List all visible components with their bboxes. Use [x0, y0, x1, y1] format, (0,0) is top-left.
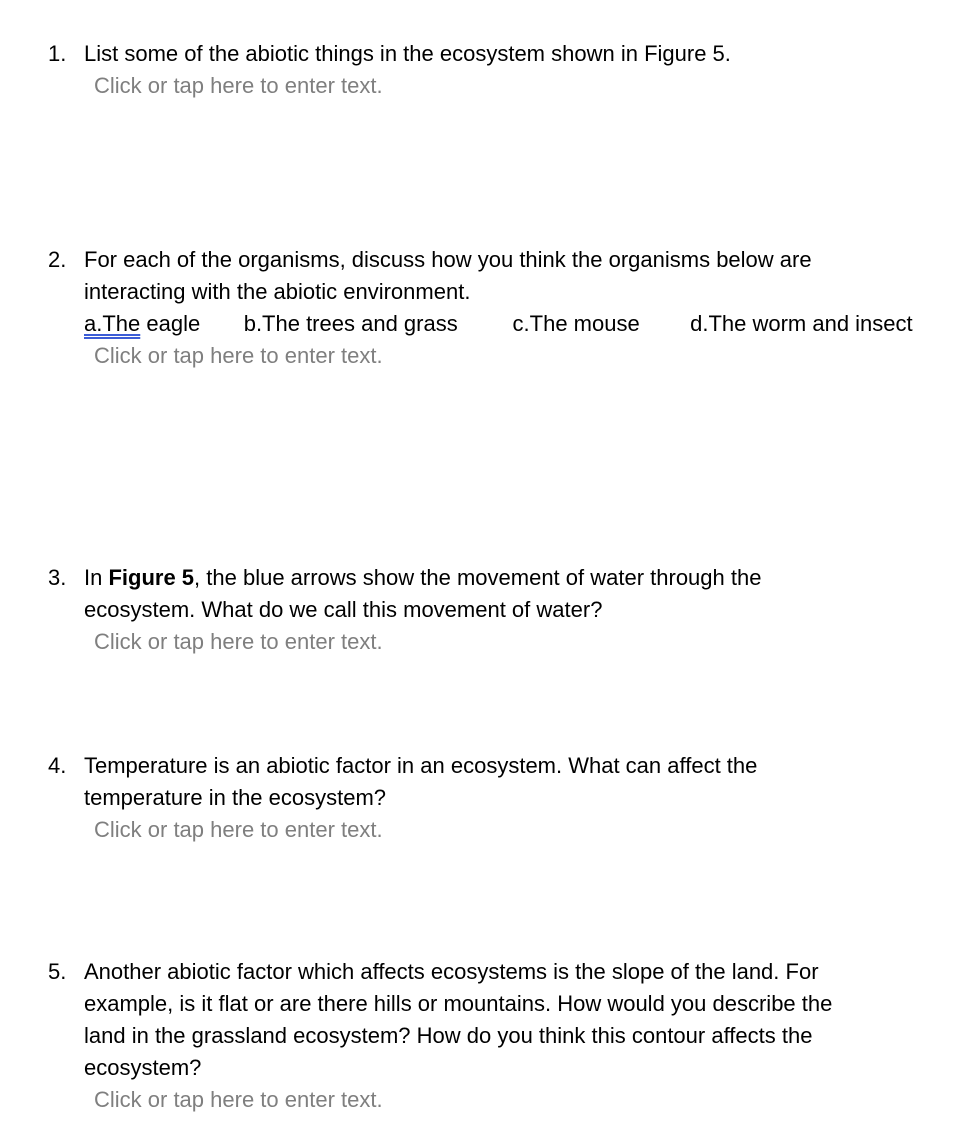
figure-reference: Figure 5	[108, 565, 195, 590]
question-5	[48, 956, 948, 1116]
question-number: 1.	[48, 41, 67, 66]
question-4	[48, 750, 948, 846]
question-text-pre: In	[84, 565, 109, 590]
option-a	[84, 308, 244, 340]
question-3	[48, 562, 948, 658]
question-2	[48, 244, 948, 372]
answer-text-field[interactable]: Click or tap here to enter text.	[94, 817, 383, 842]
spelling-underline: a.The	[84, 311, 141, 336]
question-text: land in the grassland ecosystem? How do you think this contour affects the	[84, 1023, 813, 1048]
option-a-text: eagle	[140, 311, 201, 336]
organism-options	[84, 308, 948, 340]
question-text: For each of the organisms, discuss how you think the organisms below are	[84, 247, 812, 272]
question-1	[48, 38, 948, 102]
question-text: interacting with the abiotic environment.	[84, 279, 471, 304]
question-number: 3.	[48, 565, 67, 590]
question-number: 2.	[48, 247, 67, 272]
question-text: ecosystem?	[84, 1055, 202, 1080]
question-text: Another abiotic factor which affects ecosystems is the slope of the land. For	[84, 959, 819, 984]
answer-text-field[interactable]: Click or tap here to enter text.	[94, 73, 383, 98]
question-number: 5.	[48, 959, 67, 984]
question-text: temperature in the ecosystem?	[84, 785, 387, 810]
question-number: 4.	[48, 753, 67, 778]
option-b: b.The trees and grass	[243, 311, 458, 336]
answer-text-field[interactable]: Click or tap here to enter text.	[94, 1087, 383, 1112]
question-text	[84, 562, 948, 594]
question-text: Temperature is an abiotic factor in an ecosystem. What can affect the	[84, 753, 758, 778]
option-d: d.The worm and insect	[690, 311, 913, 336]
question-text: example, is it flat or are there hills or mountains. How would you describe the	[84, 991, 833, 1016]
question-text: List some of the abiotic things in the ecosystem shown in Figure 5.	[84, 41, 731, 66]
question-text-post: , the blue arrows show the movement of water through the	[194, 565, 762, 590]
option-c: c.The mouse	[512, 311, 640, 336]
answer-text-field[interactable]: Click or tap here to enter text.	[94, 629, 383, 654]
answer-text-field[interactable]: Click or tap here to enter text.	[94, 343, 383, 368]
question-text: ecosystem. What do we call this movement of water?	[84, 597, 603, 622]
